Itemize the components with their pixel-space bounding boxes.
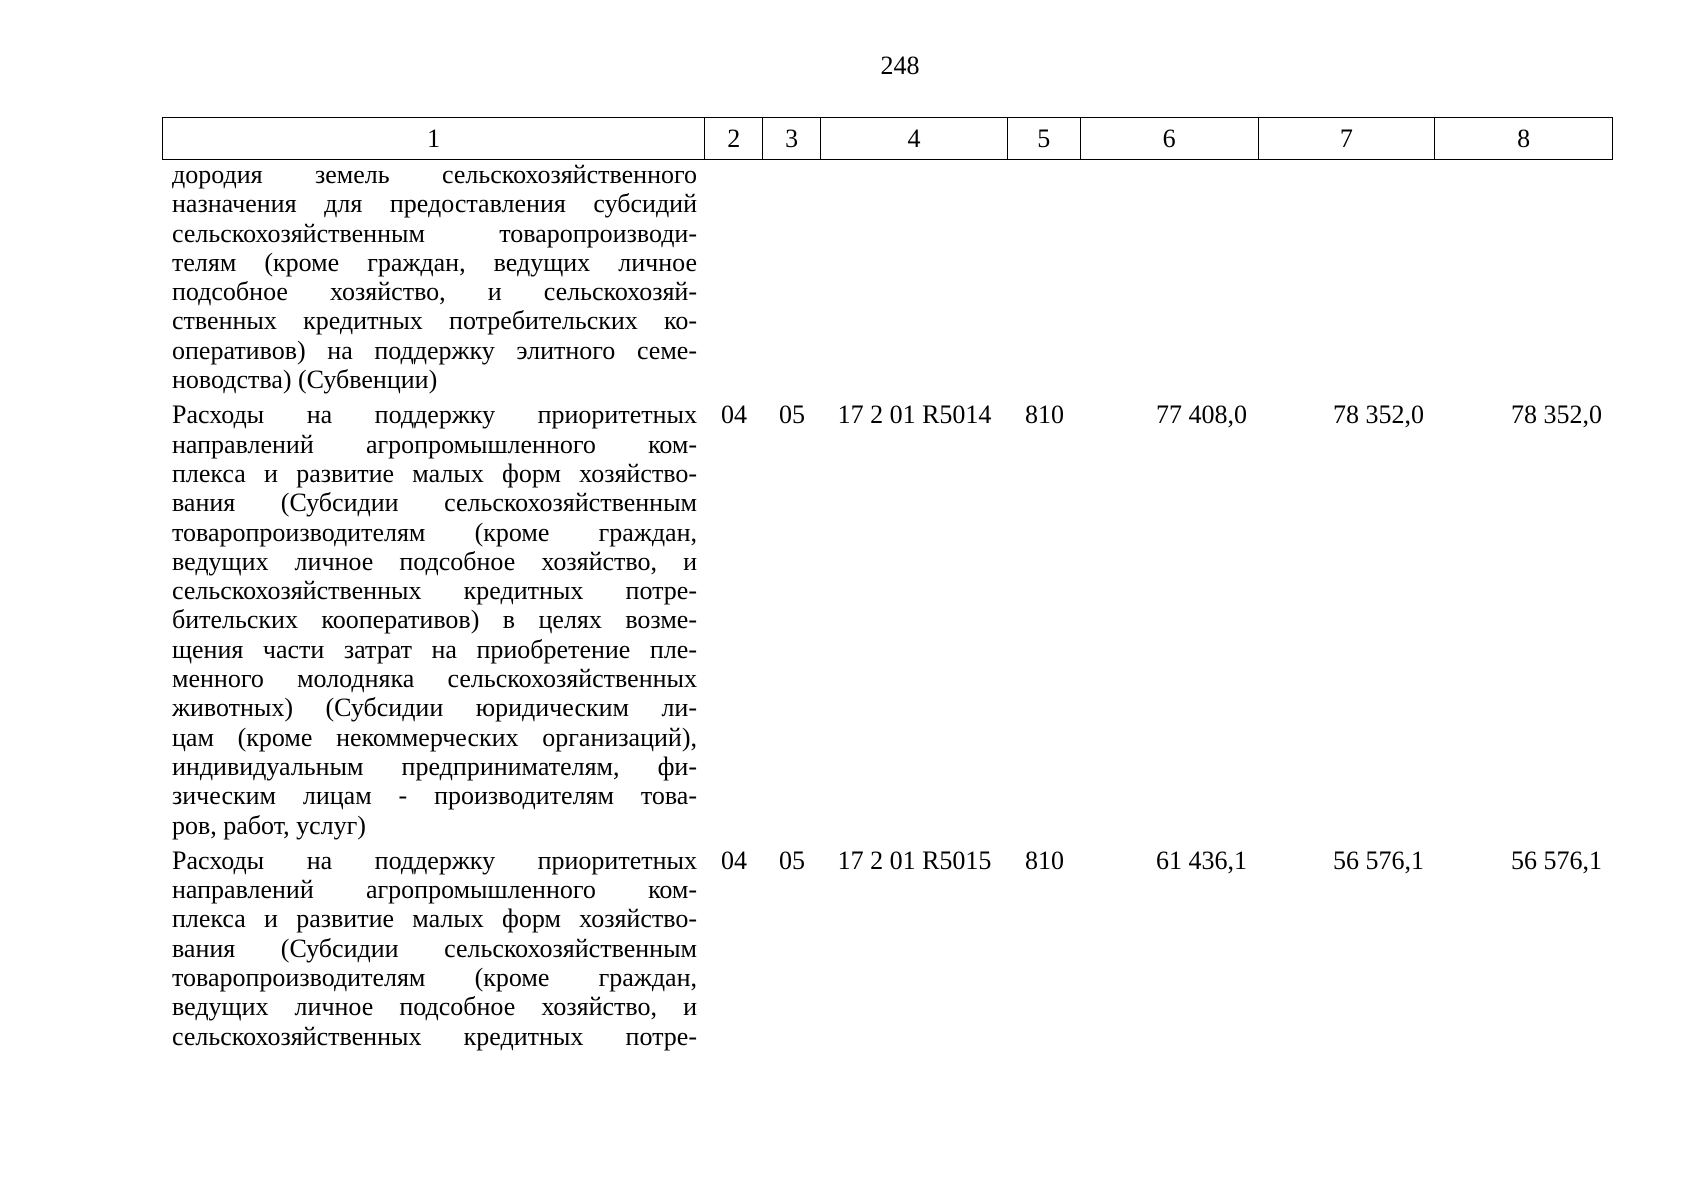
description-line: оперативов) на поддержку элитного семе-: [172, 335, 697, 365]
table-body: [162, 160, 1613, 1057]
row-target-code: 17 2 01 R5014: [837, 400, 992, 430]
description-line: вания (Субсидии сельскохозяйственным: [172, 488, 697, 518]
header-col-3: 3: [763, 118, 821, 159]
description-line: новодства) (Субвенции): [172, 365, 438, 395]
description-line: товаропроизводителям (кроме граждан,: [172, 517, 697, 547]
header-col-8: 8: [1517, 124, 1531, 153]
row-subsection: 05: [779, 400, 805, 430]
description-line: подсобное хозяйство, и сельскохозяй-: [172, 277, 697, 307]
description-line: бительских кооперативов) в целях возме-: [172, 605, 697, 635]
description-line: направлений агропромышленного ком-: [172, 875, 697, 905]
description-line: ственных кредитных потребительских ко-: [172, 306, 697, 336]
row-amount-col8: [1436, 160, 1613, 394]
row-expense-type: [1008, 160, 1081, 394]
row-description: [162, 400, 705, 839]
row-amount-col7: 56 576,1: [1333, 845, 1424, 875]
description-line: Расходы на поддержку приоритетных: [172, 400, 697, 430]
header-col-6: 6: [1081, 118, 1259, 159]
description-line: дородия земель сельскохозяйственного: [172, 160, 697, 189]
description-line: плекса и развитие малых форм хозяйство-: [172, 458, 697, 488]
description-line: назначения для предоставления субсидий: [172, 189, 697, 219]
description-line: ведущих личное подсобное хозяйство, и: [172, 546, 697, 576]
description-line: индивидуальным предпринимателям, фи-: [172, 751, 697, 781]
table-row: [162, 400, 1613, 839]
row-target-code: [821, 160, 1008, 394]
page-number: 248: [880, 51, 920, 80]
header-col-1: 1: [163, 118, 705, 159]
description-line: сельскохозяйственных кредитных потре-: [172, 1021, 697, 1051]
row-amount-col7: 78 352,0: [1333, 400, 1424, 430]
description-line: животных) (Субсидии юридическим ли-: [172, 693, 697, 723]
description-line: менного молодняка сельскохозяйственных: [172, 664, 697, 694]
row-expense-type: 810: [1025, 845, 1064, 875]
row-amount-col6: 77 408,0: [1156, 400, 1247, 430]
description-line: ведущих личное подсобное хозяйство, и: [172, 992, 697, 1022]
header-col-2: 2: [705, 118, 763, 159]
description-line: ров, работ, услуг): [172, 810, 366, 840]
table-row: [162, 846, 1613, 1051]
row-subsection: 05: [779, 845, 805, 875]
description-line: сельскохозяйственным товаропроизводи-: [172, 218, 697, 248]
description-line: направлений агропромышленного ком-: [172, 429, 697, 459]
description-line: щения части затрат на приобретение пле-: [172, 634, 697, 664]
row-amount-col6: [1081, 160, 1259, 394]
description-line: зическим лицам - производителям това-: [172, 781, 697, 811]
row-amount-col8: 78 352,0: [1511, 400, 1602, 430]
description-line: цам (кроме некоммерческих организаций),: [172, 722, 697, 752]
header-col-5: 5: [1008, 118, 1081, 159]
description-line: Расходы на поддержку приоритетных: [172, 845, 697, 875]
row-subsection: [763, 160, 821, 394]
row-amount-col8: 56 576,1: [1511, 845, 1602, 875]
table-header: [162, 117, 1613, 160]
description-line: вания (Субсидии сельскохозяйственным: [172, 933, 697, 963]
row-section: 04: [721, 400, 747, 430]
row-section: 04: [721, 845, 747, 875]
description-line: плекса и развитие малых форм хозяйство-: [172, 904, 697, 934]
row-target-code: 17 2 01 R5015: [837, 845, 992, 875]
row-expense-type: 810: [1025, 400, 1064, 430]
table-row: [162, 160, 1613, 394]
description-line: товаропроизводителям (кроме граждан,: [172, 963, 697, 993]
description-line: телям (кроме граждан, ведущих личное: [172, 247, 697, 277]
description-line: сельскохозяйственных кредитных потре-: [172, 576, 697, 606]
row-amount-col7: [1259, 160, 1436, 394]
row-description: [162, 846, 705, 1051]
header-col-7: 7: [1259, 118, 1436, 159]
row-section: [705, 160, 763, 394]
header-col-4: 4: [821, 118, 1008, 159]
row-description: [162, 160, 705, 394]
row-amount-col6: 61 436,1: [1156, 845, 1247, 875]
